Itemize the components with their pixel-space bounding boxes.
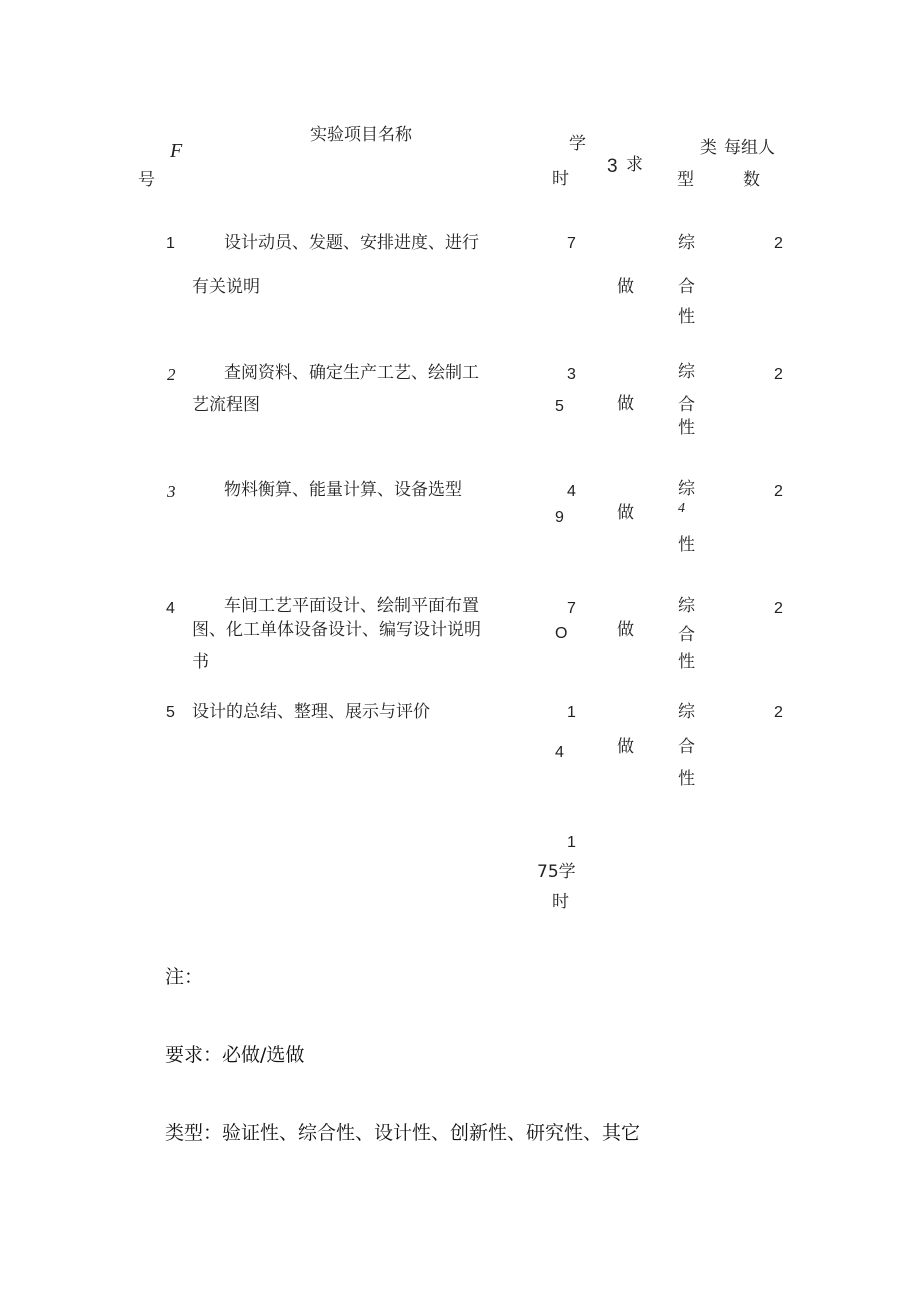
header-group-top: 每组人 (724, 138, 775, 158)
header-name: 实验项目名称 (310, 125, 412, 145)
row-5-name-line-1: 设计的总结、整理、展示与评价 (192, 702, 430, 722)
row-1-requirement: 做 (617, 277, 634, 297)
row-1-seq: 1 (166, 235, 175, 252)
row-5-type-2: 合 (678, 737, 695, 757)
requirement-note: 要求：必做/选做 (165, 1044, 305, 1066)
row-3-type-1: 综 (678, 479, 695, 499)
row-2-hours-1: 3 (567, 366, 576, 383)
row-4-requirement: 做 (617, 620, 634, 640)
total-line-2: 75学 (537, 862, 576, 882)
total-line-1: 1 (567, 834, 576, 851)
row-4-name-line-3: 书 (192, 652, 209, 672)
row-4-group: 2 (774, 600, 783, 617)
header-req-label: 求 (626, 155, 643, 175)
total-line-3: 时 (552, 892, 569, 912)
row-3-type-2: 4 (678, 501, 685, 516)
row-4-type-3: 性 (678, 652, 695, 672)
header-type-top: 类 (700, 138, 717, 158)
header-type-bottom: 型 (677, 170, 694, 190)
row-2-name-line-1: 查阅资料、确定生产工艺、绘制工 (224, 363, 479, 383)
row-2-type-1: 综 (678, 362, 695, 382)
row-4-hours-1: 7 (567, 600, 576, 617)
row-3-hours-2: 9 (555, 509, 564, 526)
row-2-seq: 2 (167, 365, 176, 384)
row-4-type-1: 综 (678, 596, 695, 616)
row-5-requirement: 做 (617, 737, 634, 757)
row-5-seq: 5 (166, 704, 175, 721)
row-4-name-line-2: 图、化工单体设备设计、编写设计说明 (192, 620, 481, 640)
row-3-type-3: 性 (678, 535, 695, 555)
row-2-hours-2: 5 (555, 398, 564, 415)
row-4-seq: 4 (166, 600, 175, 617)
row-1-type-2: 合 (678, 277, 695, 297)
type-note: 类型：验证性、综合性、设计性、创新性、研究性、其它 (165, 1122, 641, 1144)
row-1-name-line-1: 设计动员、发题、安排进度、进行 (224, 233, 479, 253)
row-2-requirement: 做 (617, 394, 634, 414)
header-seq-label: 号 (138, 170, 155, 190)
row-4-type-2: 合 (678, 625, 695, 645)
row-1-hours-1: 7 (567, 235, 576, 252)
row-5-type-1: 综 (678, 702, 695, 722)
header-hours-bottom: 时 (552, 169, 569, 189)
row-3-requirement: 做 (617, 503, 634, 523)
header-hours-top: 学 (569, 134, 586, 154)
row-5-type-3: 性 (678, 769, 695, 789)
row-2-name-line-2: 艺流程图 (192, 395, 260, 415)
row-1-type-3: 性 (678, 307, 695, 327)
row-3-name-line-1: 物料衡算、能量计算、设备选型 (224, 480, 462, 500)
row-5-group: 2 (774, 704, 783, 721)
header-group-bottom: 数 (743, 170, 760, 190)
row-4-hours-2: O (555, 625, 568, 642)
header-seq-mark: F (170, 140, 183, 162)
row-2-type-2: 合 (678, 395, 695, 415)
header-req-mark: 3 (607, 156, 618, 177)
row-4-name-line-1: 车间工艺平面设计、绘制平面布置 (224, 596, 479, 616)
row-2-type-3: 性 (678, 418, 695, 438)
row-5-hours-2: 4 (555, 744, 564, 761)
row-1-type-1: 综 (678, 233, 695, 253)
note-label: 注： (165, 966, 204, 988)
row-1-group: 2 (774, 235, 783, 252)
row-5-hours-1: 1 (567, 704, 576, 721)
row-3-hours-1: 4 (567, 483, 576, 500)
row-2-group: 2 (774, 366, 783, 383)
row-1-name-line-2: 有关说明 (192, 277, 260, 297)
row-3-seq: 3 (167, 482, 176, 501)
row-3-group: 2 (774, 483, 783, 500)
